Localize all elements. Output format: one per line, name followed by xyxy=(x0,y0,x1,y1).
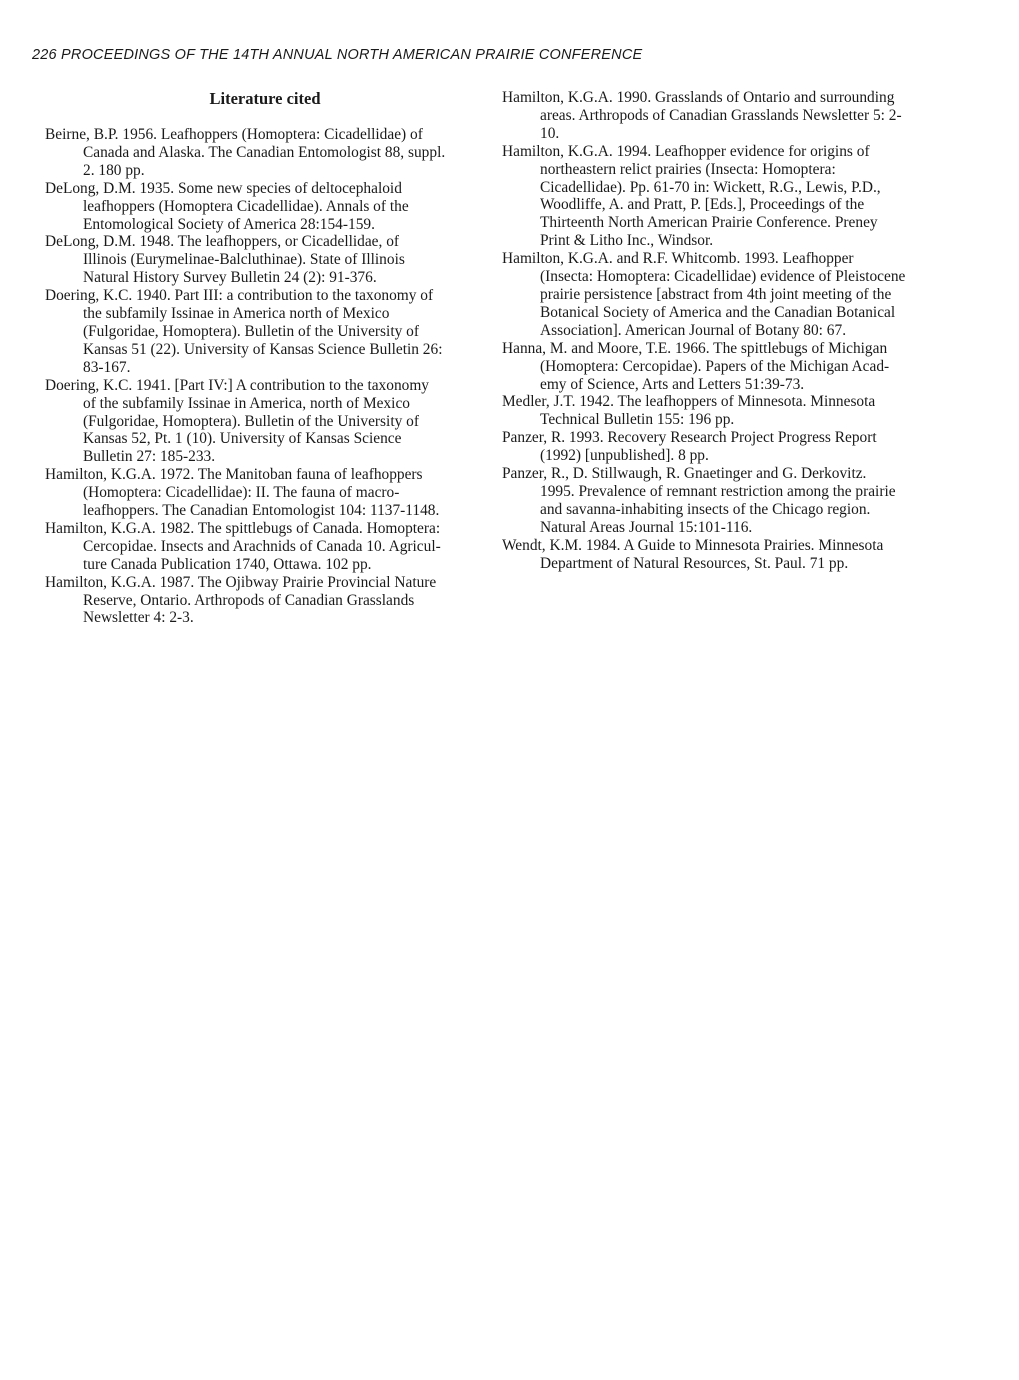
reference-line: Wendt, K.M. 1984. A Guide to Minnesota Prairies. Minnesota xyxy=(502,536,884,554)
reference-line: Woodliffe, A. and Pratt, P. [Eds.], Proceedings of the xyxy=(540,196,865,214)
reference-line: Bulletin 27: 185-233. xyxy=(83,448,216,466)
reference-line: (Insecta: Homoptera: Cicadellidae) evidence of Pleistocene xyxy=(540,268,906,286)
reference-entry xyxy=(502,143,942,250)
reference-entry xyxy=(45,287,485,377)
reference-line: Panzer, R. 1993. Recovery Research Project Progress Report xyxy=(502,429,877,447)
reference-line: 1995. Prevalence of remnant restriction among the prairie xyxy=(540,482,896,500)
reference-line: Hanna, M. and Moore, T.E. 1966. The spittlebugs of Michigan xyxy=(502,339,888,357)
reference-line: areas. Arthropods of Canadian Grasslands Newsletter 5: 2- xyxy=(540,106,902,124)
reference-line: the subfamily Issinae in America north of Mexico xyxy=(83,305,390,323)
section-heading: Literature cited xyxy=(209,89,321,108)
reference-line: Doering, K.C. 1941. [Part IV:] A contribution to the taxonomy xyxy=(45,376,430,394)
reference-line: prairie persistence [abstract from 4th joint meeting of the xyxy=(540,285,892,303)
reference-line: Panzer, R., D. Stillwaugh, R. Gnaetinger and G. Derkovitz. xyxy=(502,465,867,483)
reference-line: Cercopidae. Insects and Arachnids of Canada 10. Agricul- xyxy=(83,537,441,555)
reference-line: Natural Areas Journal 15:101-116. xyxy=(540,518,753,536)
reference-line: Entomological Society of America 28:154-159. xyxy=(83,215,375,233)
reference-entry xyxy=(45,520,485,574)
reference-line: Hamilton, K.G.A. 1982. The spittlebugs of Canada. Homoptera: xyxy=(45,519,441,537)
reference-line: emy of Science, Arts and Letters 51:39-73. xyxy=(540,375,805,393)
reference-line: Hamilton, K.G.A. 1990. Grasslands of Ontario and surrounding xyxy=(502,89,895,106)
running-head: 226 PROCEEDINGS OF THE 14TH ANNUAL NORTH AMERICAN PRAIRIE CONFERENCE xyxy=(32,47,643,63)
reference-line: Medler, J.T. 1942. The leafhoppers of Minnesota. Minnesota xyxy=(502,393,876,411)
reference-line: (Homoptera: Cicadellidae): II. The fauna of macro- xyxy=(83,484,400,502)
reference-entry xyxy=(45,126,485,180)
right-reference-list xyxy=(502,89,942,572)
reference-line: Kansas 52, Pt. 1 (10). University of Kansas Science xyxy=(83,430,402,448)
reference-line: leafhoppers (Homoptera Cicadellidae). Annals of the xyxy=(83,197,409,215)
reference-entry xyxy=(502,429,942,465)
reference-line: and savanna-inhabiting insects of the Chicago region. xyxy=(540,500,871,518)
reference-line: leafhoppers. The Canadian Entomologist 104: 1137-1148. xyxy=(83,502,440,520)
reference-line: Natural History Survey Bulletin 24 (2): 91-376. xyxy=(83,269,377,287)
reference-entry xyxy=(502,537,942,573)
reference-entry xyxy=(45,377,485,467)
reference-line: Hamilton, K.G.A. 1994. Leafhopper evidence for origins of xyxy=(502,142,870,160)
left-column xyxy=(45,89,485,627)
reference-line: Technical Bulletin 155: 196 pp. xyxy=(540,411,735,429)
right-column xyxy=(502,89,942,572)
reference-line: 10. xyxy=(540,124,560,142)
reference-line: Reserve, Ontario. Arthropods of Canadian Grasslands xyxy=(83,591,415,609)
reference-line: Hamilton, K.G.A. 1987. The Ojibway Prairie Provincial Nature xyxy=(45,573,437,591)
reference-entry xyxy=(45,180,485,234)
reference-line: (1992) [unpublished]. 8 pp. xyxy=(540,447,709,465)
reference-line: Hamilton, K.G.A. 1972. The Manitoban fauna of leafhoppers xyxy=(45,466,423,484)
reference-entry xyxy=(45,466,485,520)
reference-line: Kansas 51 (22). University of Kansas Science Bulletin 26: xyxy=(83,340,443,358)
reference-entry xyxy=(502,340,942,394)
reference-line: 83-167. xyxy=(83,358,131,376)
reference-line: Hamilton, K.G.A. and R.F. Whitcomb. 1993. Leafhopper xyxy=(502,250,854,268)
reference-entry xyxy=(502,250,942,340)
reference-line: (Fulgoridae, Homoptera). Bulletin of the University of xyxy=(83,322,419,340)
reference-line: Department of Natural Resources, St. Paul. 71 pp. xyxy=(540,554,849,572)
reference-line: DeLong, D.M. 1948. The leafhoppers, or Cicadellidae, of xyxy=(45,233,400,251)
reference-line: 2. 180 pp. xyxy=(83,161,145,179)
reference-line: Newsletter 4: 2-3. xyxy=(83,609,194,627)
reference-line: northeastern relict prairies (Insecta: Homoptera: xyxy=(540,160,836,178)
reference-line: ture Canada Publication 1740, Ottawa. 102 pp. xyxy=(83,555,372,573)
reference-line: (Fulgoridae, Homoptera). Bulletin of the University of xyxy=(83,412,419,430)
reference-line: Botanical Society of America and the Canadian Botanical xyxy=(540,303,896,321)
reference-line: (Homoptera: Cercopidae). Papers of the Michigan Acad- xyxy=(540,357,890,375)
reference-line: DeLong, D.M. 1935. Some new species of deltocephaloid xyxy=(45,179,402,197)
reference-line: Association]. American Journal of Botany 80: 67. xyxy=(540,321,847,339)
reference-line: Thirteenth North American Prairie Conference. Preney xyxy=(540,214,878,232)
reference-line: Canada and Alaska. The Canadian Entomologist 88, suppl. xyxy=(83,143,446,161)
left-reference-list xyxy=(45,126,485,627)
reference-line: of the subfamily Issinae in America, north of Mexico xyxy=(83,394,410,412)
reference-entry xyxy=(502,465,942,537)
reference-line: Doering, K.C. 1940. Part III: a contribution to the taxonomy of xyxy=(45,287,434,305)
reference-entry xyxy=(45,233,485,287)
reference-line: Beirne, B.P. 1956. Leafhoppers (Homoptera: Cicadellidae) of xyxy=(45,126,423,143)
reference-entry xyxy=(502,89,942,143)
reference-line: Cicadellidae). Pp. 61-70 in: Wickett, R.G., Lewis, P.D., xyxy=(540,178,881,196)
reference-line: Illinois (Eurymelinae-Balcluthinae). State of Illinois xyxy=(83,251,405,269)
reference-line: Print & Litho Inc., Windsor. xyxy=(540,232,714,250)
reference-entry xyxy=(502,393,942,429)
reference-entry xyxy=(45,574,485,628)
